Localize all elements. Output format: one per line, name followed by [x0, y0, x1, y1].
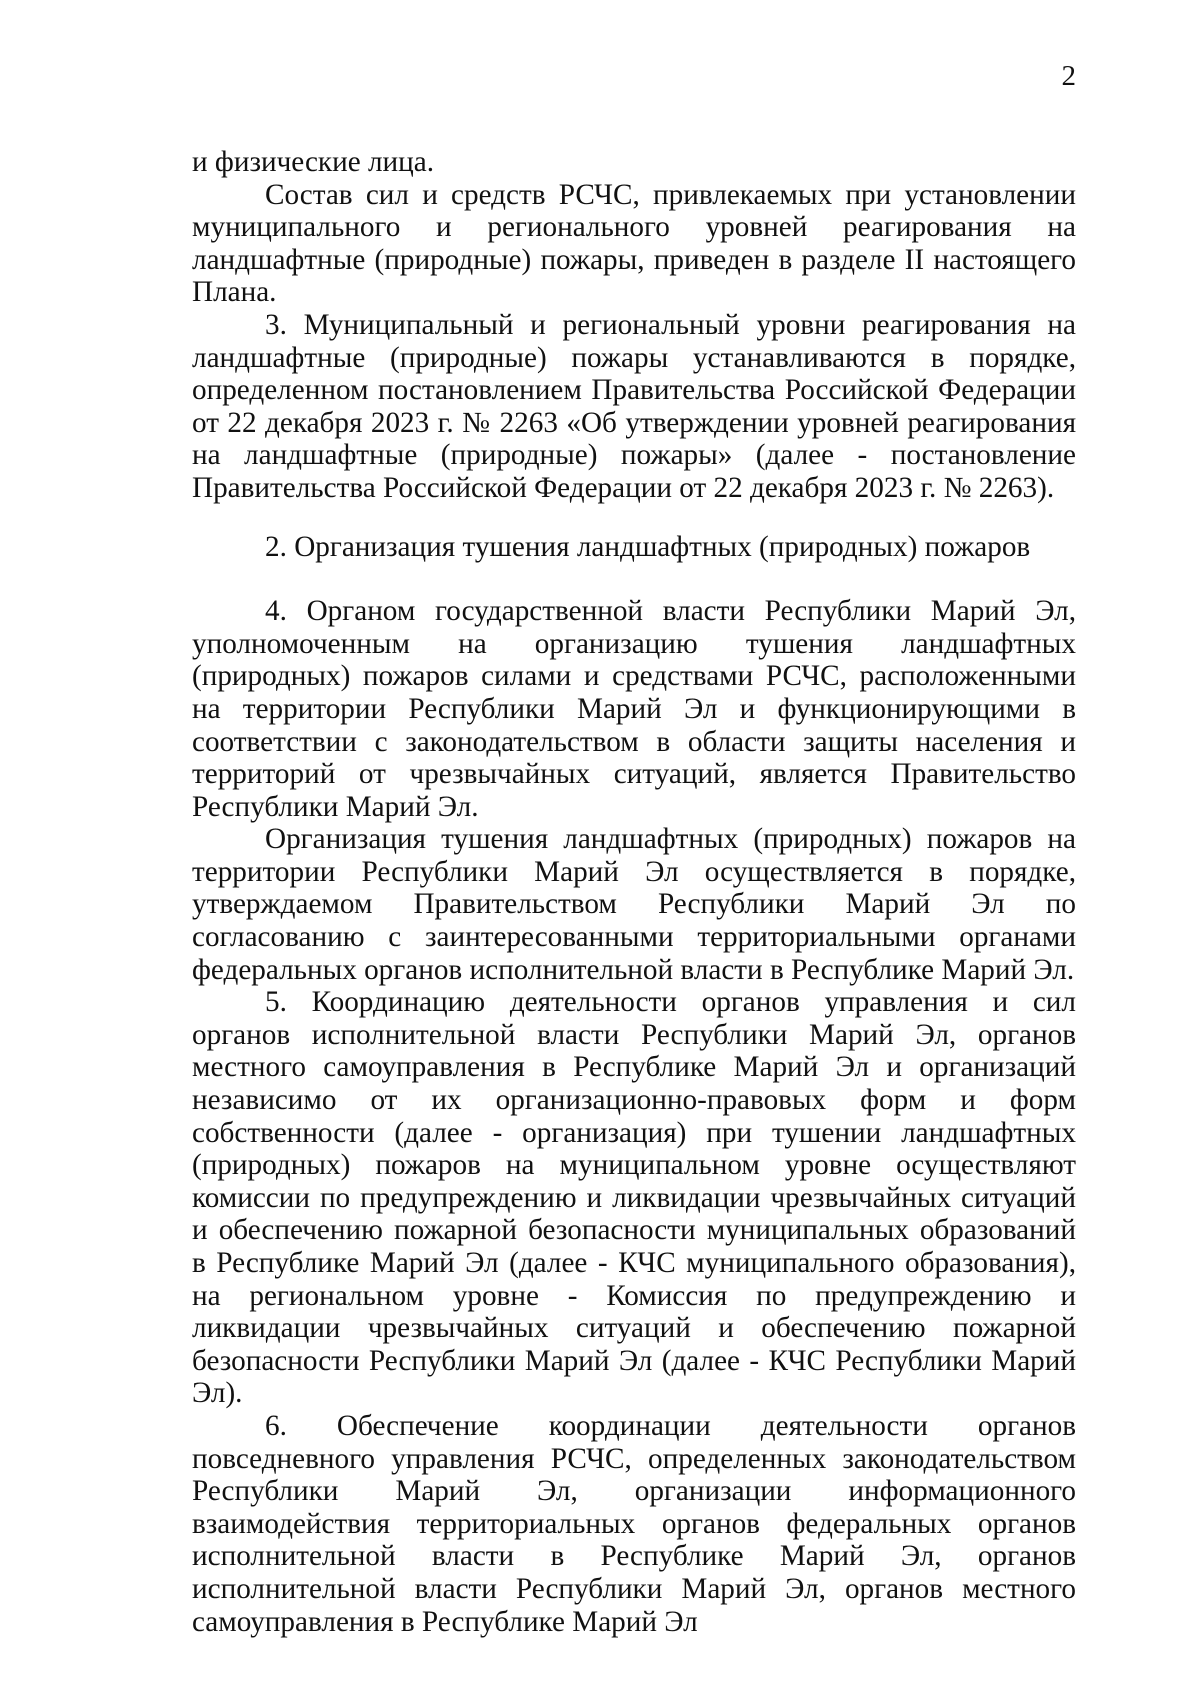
- section-heading: 2. Организация тушения ландшафтных (природных) пожаров: [265, 530, 1031, 563]
- paragraph-item-6: 6. Обеспечение координации деятельности органов повседневного управления РСЧС, определенных законодательством Республики Марий Эл, организации информационного взаимодействия территориальных органов федеральных органов исполнительной власти в Республике Марий Эл, органов исполнительной власти Республики Марий Эл, органов местного самоуправления в Республике Марий Эл: [192, 1409, 1076, 1638]
- paragraph-fire-suppression-organization: Организация тушения ландшафтных (природных) пожаров на территории Республики Марий Эл осуществляется в порядке, утверждаемом Правительством Республики Марий Эл по согласованию с заинтересованными территориальными органами федеральных органов исполнительной власти в Республике Марий Эл.: [192, 823, 1076, 986]
- paragraph-item-4: 4. Органом государственной власти Республики Марий Эл, уполномоченным на организацию тушения ландшафтных (природных) пожаров силами и средствами РСЧС, расположенными на территории Республики Марий Эл и функционирующими в соответствии с законодательством в области защиты населения и территорий от чрезвычайных ситуаций, является Правительство Республики Марий Эл.: [192, 595, 1076, 823]
- paragraph-forces-composition: Состав сил и средств РСЧС, привлекаемых при установлении муниципального и регионального уровней реагирования на ландшафтные (природные) пожары, приведен в разделе II настоящего Плана.: [192, 178, 1076, 309]
- paragraph-item-5: 5. Координацию деятельности органов управления и сил органов исполнительной власти Республики Марий Эл, органов местного самоуправления в Республике Марий Эл и организаций независимо от их организационно-правовых форм и форм собственности (далее - организация) при тушении ландшафтных (природных) пожаров на муниципальном уровне осуществляют комиссии по предупреждению и ликвидации чрезвычайных ситуаций и обеспечению пожарной безопасности муниципальных образований в Республике Марий Эл (далее - КЧС муниципального образования), на региональном уровне - Комиссия по предупреждению и ликвидации чрезвычайных ситуаций и обеспечению пожарной безопасности Республики Марий Эл (далее - КЧС Республики Марий Эл).: [192, 986, 1076, 1410]
- paragraph-continuation: и физические лица.: [192, 146, 435, 178]
- document-body: [192, 146, 1076, 1638]
- paragraph-item-3: 3. Муниципальный и региональный уровни реагирования на ландшафтные (природные) пожары устанавливаются в порядке, определенном постановлением Правительства Российской Федерации от 22 декабря 2023 г. № 2263 «Об утверждении уровней реагирования на ландшафтные (природные) пожары» (далее - постановление Правительства Российской Федерации от 22 декабря 2023 г. № 2263).: [192, 308, 1076, 504]
- page-number: 2: [1061, 60, 1076, 92]
